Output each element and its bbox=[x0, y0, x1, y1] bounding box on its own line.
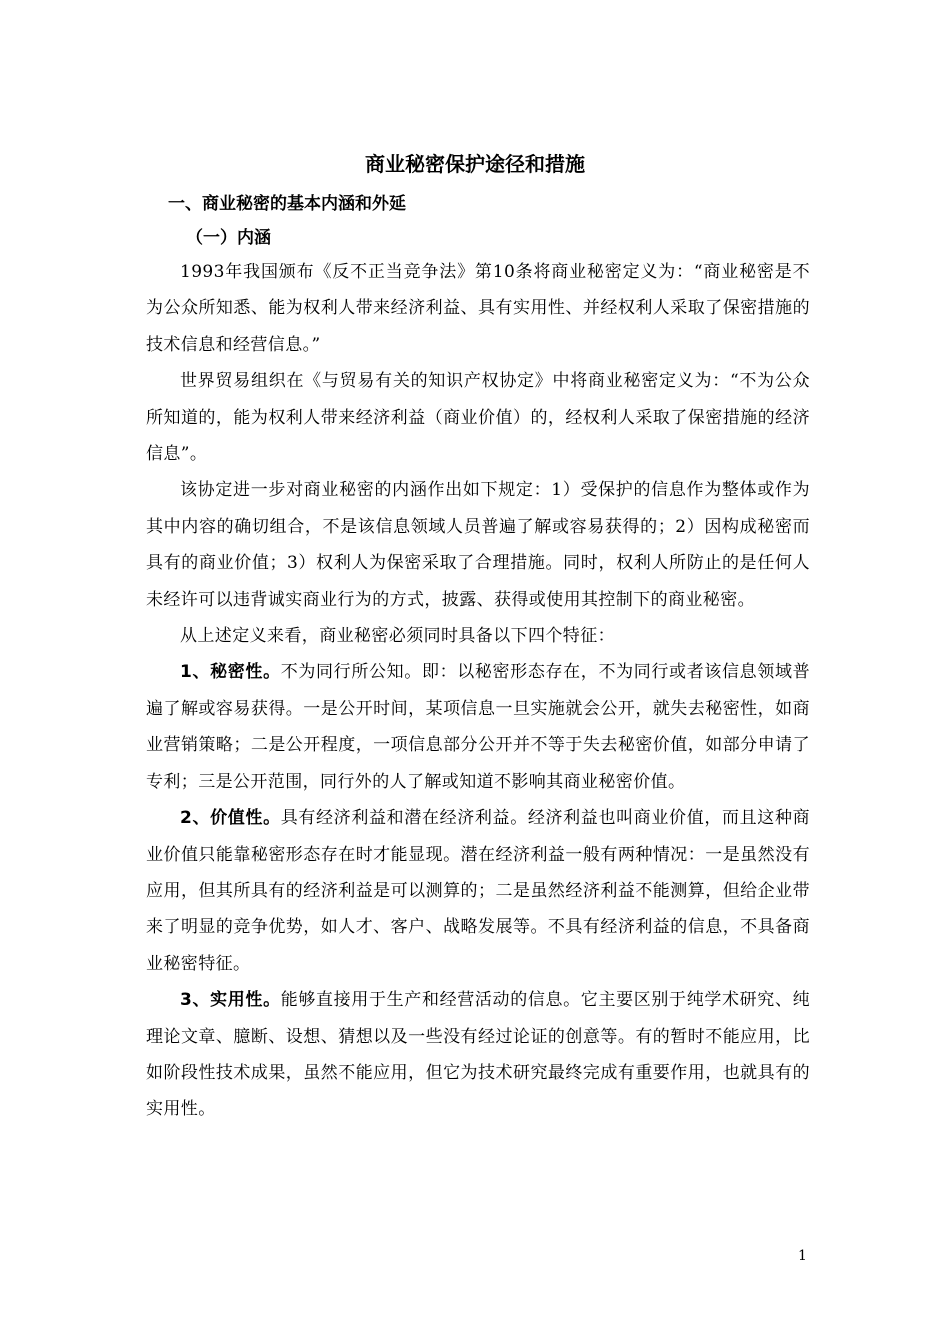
feature-label-secrecy: 1、秘密性。 bbox=[180, 662, 281, 683]
paragraph-value bbox=[146, 800, 810, 982]
paragraph-definition-law: 1993年我国颁布《反不正当竞争法》第10条将商业秘密定义为：“商业秘密是不为公众所知悉、能为权利人带来经济利益、具有实用性、并经权利人采取了保密措施的技术信息和经营信息。” bbox=[146, 262, 810, 355]
feature-text-practicality: 能够直接用于生产和经营活动的信息。它主要区别于纯学术研究、纯理论文章、臆断、设想、猜想以及一些没有经过论证的创意等。有的暂时不能应用，比如阶段性技术成果，虽然不能应用，但它为技术研究最终完成有重要作用，也就具有的实用性。 bbox=[146, 990, 810, 1120]
feature-text-value: 具有经济利益和潜在经济利益。经济利益也叫商业价值，而且这种商业价值只能靠秘密形态存在时才能显现。潜在经济利益一般有两种情况：一是虽然没有应用，但其所具有的经济利益是可以测算的；二是虽然经济利益不能测算，但给企业带来了明显的竞争优势，如人才、客户、战略发展等。不具有经济利益的信息，不具备商业秘密特征。 bbox=[146, 808, 810, 974]
paragraph-four-features: 从上述定义来看，商业秘密必须同时具备以下四个特征： bbox=[180, 626, 615, 647]
feature-text-secrecy: 不为同行所公知。即：以秘密形态存在，不为同行或者该信息领域普遍了解或容易获得。一是公开时间，某项信息一旦实施就会公开，就失去秘密性，如商业营销策略；二是公开程度，一项信息部分公开并不等于失去秘密价值，如部分申请了专利；三是公开范围，同行外的人了解或知道不影响其商业秘密价值。 bbox=[146, 662, 810, 792]
section-heading: 一、商业秘密的基本内涵和外延 bbox=[168, 194, 406, 214]
paragraph-agreement-rules: 该协定进一步对商业秘密的内涵作出如下规定：1）受保护的信息作为整体或作为其中内容的确切组合，不是该信息领域人员普遍了解或容易获得的；2）因构成秘密而具有的商业价值；3）权利人为保密采取了合理措施。同时，权利人所防止的是任何人未经许可以违背诚实商业行为的方式，披露、获得或使用其控制下的商业秘密。 bbox=[146, 480, 810, 610]
document-body bbox=[146, 254, 810, 1128]
paragraph-secrecy bbox=[146, 654, 810, 800]
feature-label-practicality: 3、实用性。 bbox=[180, 990, 281, 1011]
subsection-heading: （一）内涵 bbox=[186, 228, 271, 248]
feature-label-value: 2、价值性。 bbox=[180, 808, 281, 829]
paragraph-definition-wto: 世界贸易组织在《与贸易有关的知识产权协定》中将商业秘密定义为：“不为公众所知道的，能为权利人带来经济利益（商业价值）的，经权利人采取了保密措施的经济信息”。 bbox=[146, 371, 810, 465]
paragraph-practicality bbox=[146, 982, 810, 1128]
document-title: 商业秘密保护途径和措施 bbox=[365, 152, 585, 176]
page-number: 1 bbox=[798, 1248, 807, 1264]
